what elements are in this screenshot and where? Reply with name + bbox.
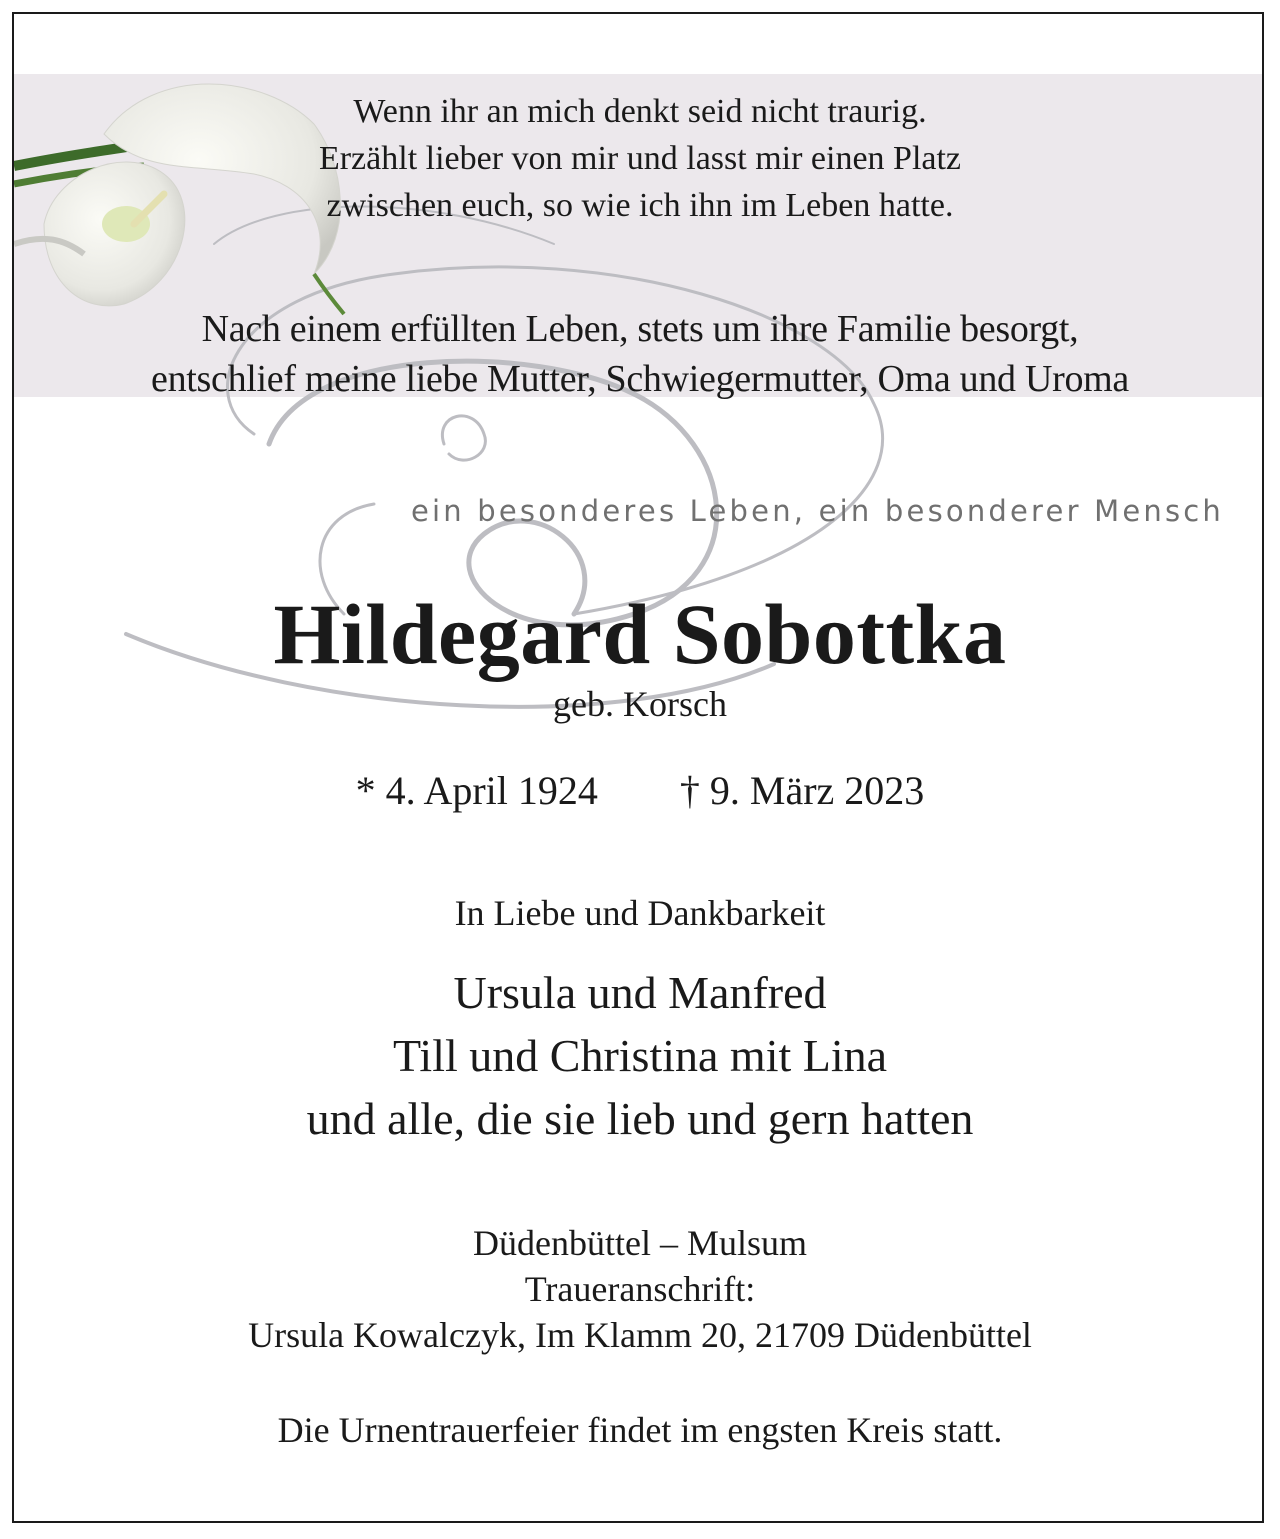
poem-line: Wenn ihr an mich denkt seid nicht traurig. — [353, 93, 927, 130]
intro-line: entschlief meine liebe Mutter, Schwiegermutter, Oma und Uroma — [151, 358, 1129, 400]
death-date: † 9. März 2023 — [679, 768, 925, 813]
life-dates — [14, 766, 1264, 816]
mourner-line: und alle, die sie lieb und gern hatten — [306, 1093, 974, 1144]
birth-name: geb. Korsch — [553, 684, 727, 724]
address-line: Düdenbüttel – Mulsum — [473, 1223, 807, 1263]
address-line: Ursula Kowalczyk, Im Klamm 20, 21709 Düdenbüttel — [248, 1315, 1032, 1355]
poem-line: Erzählt lieber von mir und lasst mir einen Platz — [318, 140, 962, 177]
mourners-heading: In Liebe und Dankbarkeit — [454, 893, 826, 933]
mourner-line: Ursula und Manfred — [453, 967, 827, 1018]
address-block — [14, 1220, 1264, 1358]
birth-date: * 4. April 1924 — [355, 768, 598, 813]
motto-text: ein besonderes Leben, ein besonderer Mensch — [410, 494, 1224, 528]
poem-verse — [14, 88, 1264, 229]
ceremony-notice: Die Urnentrauerfeier findet im engsten Kreis statt. — [277, 1410, 1003, 1450]
obituary-card — [12, 12, 1264, 1523]
deceased-name: Hildegard Sobottka — [273, 586, 1007, 682]
poem-line: zwischen euch, so wie ich ihn im Leben hatte. — [326, 187, 954, 224]
intro-text — [14, 304, 1264, 404]
intro-line: Nach einem erfüllten Leben, stets um ihre Familie besorgt, — [201, 308, 1079, 350]
mourners-list — [14, 961, 1264, 1150]
mourner-line: Till und Christina mit Lina — [392, 1030, 888, 1081]
address-line: Traueranschrift: — [524, 1269, 756, 1309]
